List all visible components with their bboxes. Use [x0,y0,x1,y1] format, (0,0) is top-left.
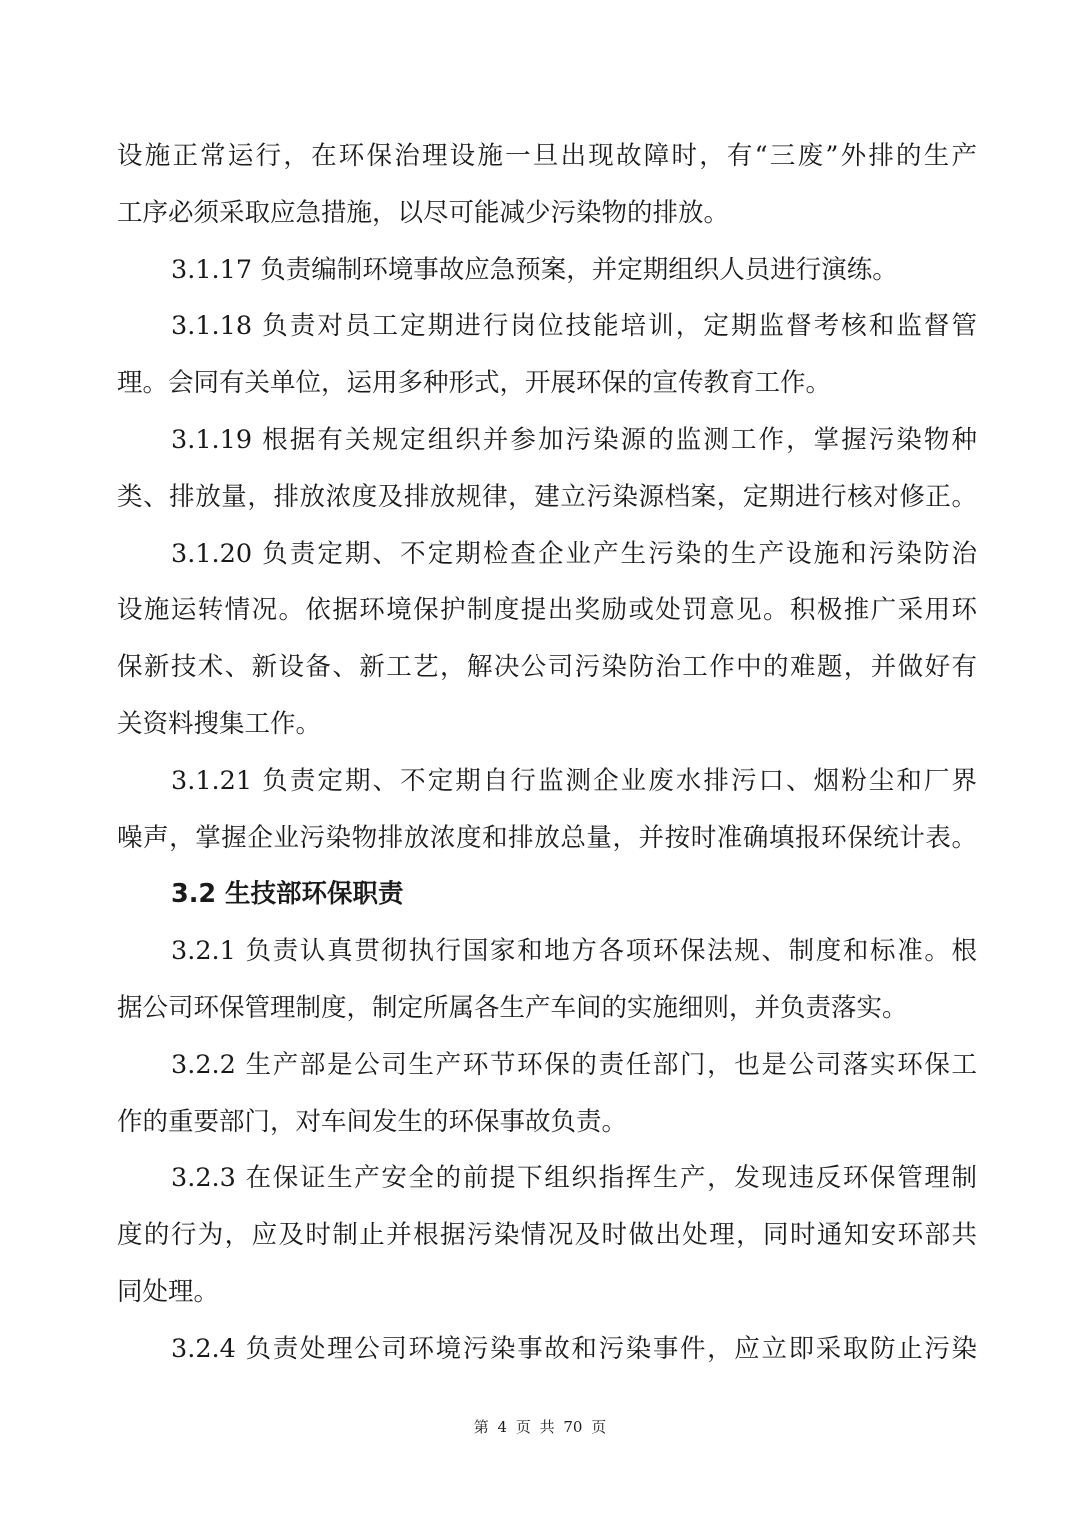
text-line: 3.1.17 负责编制环境事故应急预案，并定期组织人员进行演练。 [171,254,898,285]
text-line: 类、排放量，排放浓度及排放规律，建立污染源档案，定期进行核对修正。 [117,481,977,512]
text-line: 3.2.1 负责认真贯彻执行国家和地方各项环保法规、制度和标准。根 [171,936,977,967]
text-line: 3.1.20 负责定期、不定期检查企业产生污染的生产设施和污染防治 [171,538,977,569]
page-number-footer: 第 4 页 共 70 页 [473,1418,607,1436]
text-line: 3.2.4 负责处理公司环境污染事故和污染事件，应立即采取防止污染 [171,1333,977,1364]
text-line: 关资料搜集工作。 [117,708,322,739]
text-line: 同处理。 [117,1276,220,1307]
text-line: 3.2.3 在保证生产安全的前提下组织指挥生产，发现违反环保管理制 [171,1163,977,1194]
text-line: 工序必须采取应急措施，以尽可能减少污染物的排放。 [117,197,730,228]
text-line: 度的行为，应及时制止并根据污染情况及时做出处理，同时通知安环部共 [117,1220,977,1251]
text-line: 理。会同有关单位，运用多种形式，开展环保的宣传教育工作。 [117,368,832,399]
text-line: 据公司环保管理制度，制定所属各生产车间的实施细则，并负责落实。 [117,992,908,1023]
text-line: 3.2.2 生产部是公司生产环节环保的责任部门，也是公司落实环保工 [171,1049,977,1080]
text-line: 3.1.19 根据有关规定组织并参加污染源的监测工作，掌握污染物种 [171,424,977,455]
text-line: 设施正常运行，在环保治理设施一旦出现故障时，有“三废”外排的生产 [117,141,977,171]
document-body [117,128,977,1378]
section-heading: 3.2 生技部环保职责 [171,879,404,910]
text-line: 保新技术、新设备、新工艺，解决公司污染防治工作中的难题，并做好有 [117,652,977,683]
text-line: 噪声，掌握企业污染物排放浓度和排放总量，并按时准确填报环保统计表。 [117,822,977,853]
text-line: 3.1.21 负责定期、不定期自行监测企业废水排污口、烟粉尘和厂界 [171,765,977,796]
text-line: 作的重要部门，对车间发生的环保事故负责。 [117,1106,628,1137]
text-line: 设施运转情况。依据环境保护制度提出奖励或处罚意见。积极推广采用环 [117,595,977,626]
text-line: 3.1.18 负责对员工定期进行岗位技能培训，定期监督考核和监督管 [171,311,977,342]
